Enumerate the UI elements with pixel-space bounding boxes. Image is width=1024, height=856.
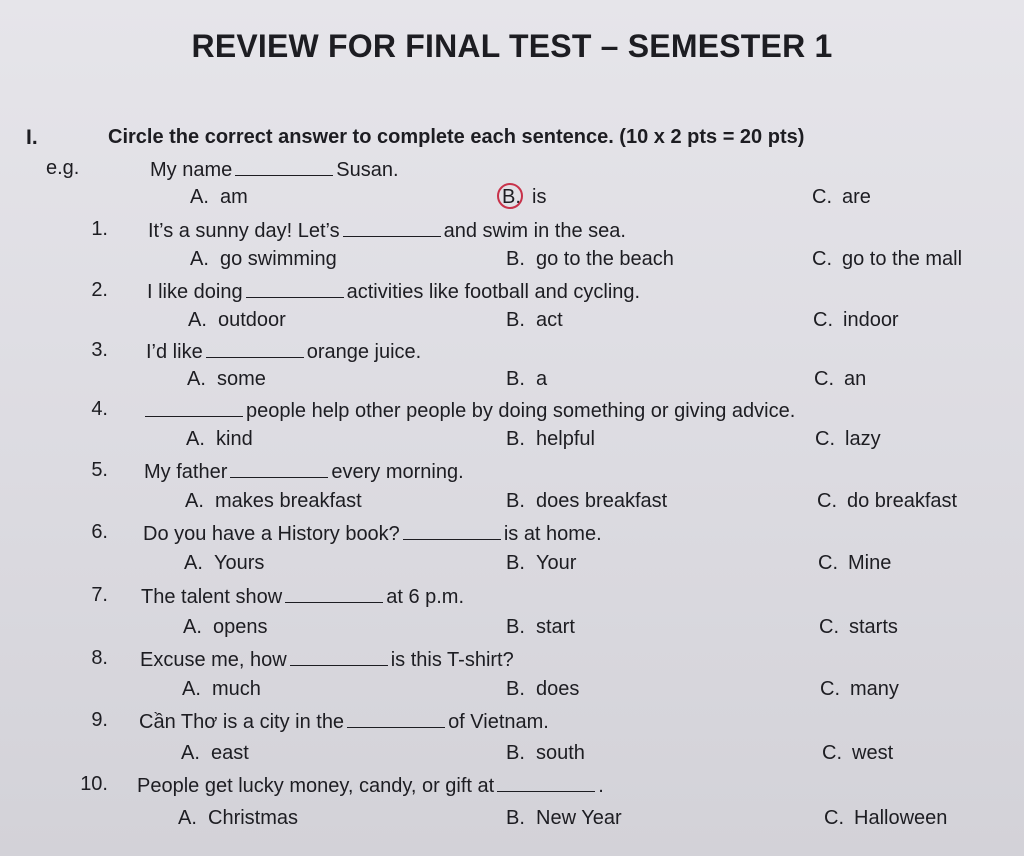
question-text-before: It’s a sunny day! Let’s (148, 220, 340, 242)
option-text: Yours (214, 552, 265, 574)
example-label: e.g. (46, 157, 80, 179)
question-text-before: Excuse me, how (140, 649, 287, 671)
question-text-after: people help other people by doing something or giving advice. (246, 400, 796, 422)
question-8-options (0, 678, 1024, 706)
option-text: does breakfast (536, 490, 668, 512)
question-7-options (0, 616, 1024, 644)
option-text: west (852, 742, 894, 764)
option-text: does (536, 678, 580, 700)
option-letter: C. (824, 807, 844, 829)
option-text: a (536, 368, 548, 390)
option-letter: C. (812, 186, 832, 208)
option-a (178, 807, 298, 830)
option-text: much (212, 678, 261, 700)
option-text: start (536, 616, 575, 638)
question-text (141, 584, 464, 609)
question-text (147, 279, 640, 304)
question-number: 2. (91, 279, 108, 301)
option-b (506, 490, 667, 513)
option-text: New Year (536, 807, 622, 829)
question-4 (0, 398, 1024, 426)
question-text-before: The talent show (141, 586, 283, 608)
option-b (506, 678, 579, 701)
answer-blank (347, 709, 445, 728)
option-letter: C. (822, 742, 842, 764)
question-5-options (0, 490, 1024, 518)
question-number: 6. (91, 521, 108, 543)
option-c (819, 616, 898, 639)
option-a (188, 309, 286, 332)
answer-blank (285, 584, 383, 603)
option-a (182, 678, 261, 701)
question-text-after: Susan. (336, 159, 399, 181)
question-text-before: Cần Thơ is a city in the (139, 711, 345, 733)
question-text-after: is this T-shirt? (390, 649, 514, 671)
question-7 (0, 584, 1024, 612)
question-2-options (0, 309, 1024, 337)
section-instruction: Circle the correct answer to complete each sentence. (10 x 2 pts = 20 pts) (108, 126, 805, 148)
question-text (140, 647, 514, 672)
question-text-before: My name (150, 159, 233, 181)
question-text-after: every morning. (331, 461, 464, 483)
option-a (187, 368, 266, 391)
option-text: lazy (845, 428, 881, 450)
question-text-after: is at home. (503, 523, 602, 545)
option-text: many (850, 678, 899, 700)
option-b (506, 368, 547, 391)
answer-blank (290, 647, 388, 666)
option-text: go to the mall (842, 248, 963, 270)
example-options (0, 186, 1024, 214)
answer-blank (497, 773, 595, 792)
question-number: 7. (91, 584, 108, 606)
question-text (143, 521, 602, 546)
question-2 (0, 279, 1024, 307)
option-text: do breakfast (847, 490, 958, 512)
option-letter: B. (506, 807, 525, 829)
option-letter: A. (178, 807, 197, 829)
question-4-options (0, 428, 1024, 456)
option-letter: B. (506, 490, 525, 512)
question-number: 3. (91, 339, 108, 361)
option-letter: C. (814, 368, 834, 390)
question-10-options (0, 807, 1024, 835)
option-c (820, 678, 899, 701)
option-a (186, 428, 253, 451)
answer-blank (403, 521, 501, 540)
section-number: I. (26, 126, 38, 149)
circled-answer: B. (502, 186, 532, 209)
option-text: starts (849, 616, 898, 638)
option-text: makes breakfast (215, 490, 362, 512)
option-b (506, 742, 585, 765)
option-a (181, 742, 249, 765)
option-letter: B. (506, 742, 525, 764)
question-6 (0, 521, 1024, 549)
question-text (137, 773, 604, 798)
option-text: south (536, 742, 585, 764)
option-letter: A. (185, 490, 204, 512)
option-letter: A. (190, 186, 209, 208)
option-text: east (211, 742, 249, 764)
question-text-after: at 6 p.m. (386, 586, 465, 608)
option-c (812, 248, 962, 271)
option-c (818, 552, 891, 575)
option-letter: C. (815, 428, 835, 450)
question-text-after: . (598, 775, 604, 797)
option-text: go to the beach (536, 248, 674, 270)
option-letter: C. (818, 552, 838, 574)
question-1 (0, 218, 1024, 246)
option-c (817, 490, 957, 513)
option-letter: B. (506, 678, 525, 700)
option-b (506, 616, 575, 639)
option-text: helpful (536, 428, 595, 450)
option-c (824, 807, 947, 830)
option-text: kind (216, 428, 253, 450)
option-letter: A. (190, 248, 209, 270)
page-title: REVIEW FOR FINAL TEST – SEMESTER 1 (191, 28, 833, 64)
answer-blank (343, 218, 441, 237)
option-letter: B. (506, 368, 525, 390)
question-number: 1. (91, 218, 108, 240)
question-1-options (0, 248, 1024, 276)
option-letter: B. (506, 552, 525, 574)
question-number: 10. (80, 773, 108, 795)
option-letter: A. (188, 309, 207, 331)
question-text (150, 157, 399, 182)
option-letter: C. (819, 616, 839, 638)
option-c (815, 428, 881, 451)
option-text: opens (213, 616, 268, 638)
option-text: indoor (843, 309, 899, 331)
option-letter: C. (820, 678, 840, 700)
option-c (812, 186, 871, 209)
question-text-before: I like doing (147, 281, 243, 303)
option-b (502, 186, 546, 209)
option-letter: A. (187, 368, 206, 390)
option-text: Your (536, 552, 577, 574)
option-letter: A. (181, 742, 200, 764)
question-text (145, 398, 795, 423)
question-text-after: activities like football and cycling. (346, 281, 641, 303)
question-9 (0, 709, 1024, 737)
question-text-after: orange juice. (306, 341, 422, 363)
option-b (506, 248, 674, 271)
answer-blank (235, 157, 333, 176)
question-10 (0, 773, 1024, 801)
option-letter: C. (812, 248, 832, 270)
option-text: am (220, 186, 248, 208)
option-text: an (844, 368, 867, 390)
option-letter: B. (506, 248, 525, 270)
question-number: 8. (91, 647, 108, 669)
question-9-options (0, 742, 1024, 770)
option-letter: B. (506, 309, 525, 331)
question-text (146, 339, 421, 364)
question-6-options (0, 552, 1024, 580)
option-letter: A. (183, 616, 202, 638)
option-letter: B. (506, 616, 525, 638)
option-b (506, 309, 563, 332)
answer-blank (230, 459, 328, 478)
question-text-before: My father (144, 461, 228, 483)
option-text: are (842, 186, 871, 208)
question-text-after: of Vietnam. (448, 711, 549, 733)
option-a (190, 186, 248, 209)
option-text: outdoor (218, 309, 286, 331)
option-a (183, 616, 268, 639)
option-text: is (532, 186, 547, 208)
option-c (822, 742, 893, 765)
question-8 (0, 647, 1024, 675)
option-letter: A. (182, 678, 201, 700)
option-text: some (217, 368, 266, 390)
option-letter: A. (186, 428, 205, 450)
answer-blank (246, 279, 344, 298)
question-number: 5. (91, 459, 108, 481)
option-a (185, 490, 362, 513)
option-c (813, 309, 899, 332)
question-text (148, 218, 626, 243)
option-text: act (536, 309, 563, 331)
answer-blank (145, 398, 243, 417)
option-text: Halloween (854, 807, 948, 829)
option-letter: A. (184, 552, 203, 574)
example-question (0, 157, 1024, 185)
option-letter: C. (817, 490, 837, 512)
question-5 (0, 459, 1024, 487)
answer-blank (206, 339, 304, 358)
option-text: go swimming (220, 248, 337, 270)
question-text-before: People get lucky money, candy, or gift at (137, 775, 495, 797)
question-number: 9. (91, 709, 108, 731)
option-b (506, 428, 595, 451)
option-letter: B. (506, 428, 525, 450)
option-text: Mine (848, 552, 892, 574)
option-c (814, 368, 866, 391)
option-b (506, 552, 576, 575)
option-b (506, 807, 622, 830)
question-text-before: Do you have a History book? (143, 523, 400, 545)
option-letter: C. (813, 309, 833, 331)
option-a (190, 248, 337, 271)
option-a (184, 552, 264, 575)
question-3-options (0, 368, 1024, 396)
question-text (139, 709, 549, 734)
question-text-after: and swim in the sea. (443, 220, 626, 242)
question-text (144, 459, 464, 484)
question-3 (0, 339, 1024, 367)
question-text-before: I’d like (146, 341, 203, 363)
question-number: 4. (91, 398, 108, 420)
option-text: Christmas (208, 807, 299, 829)
